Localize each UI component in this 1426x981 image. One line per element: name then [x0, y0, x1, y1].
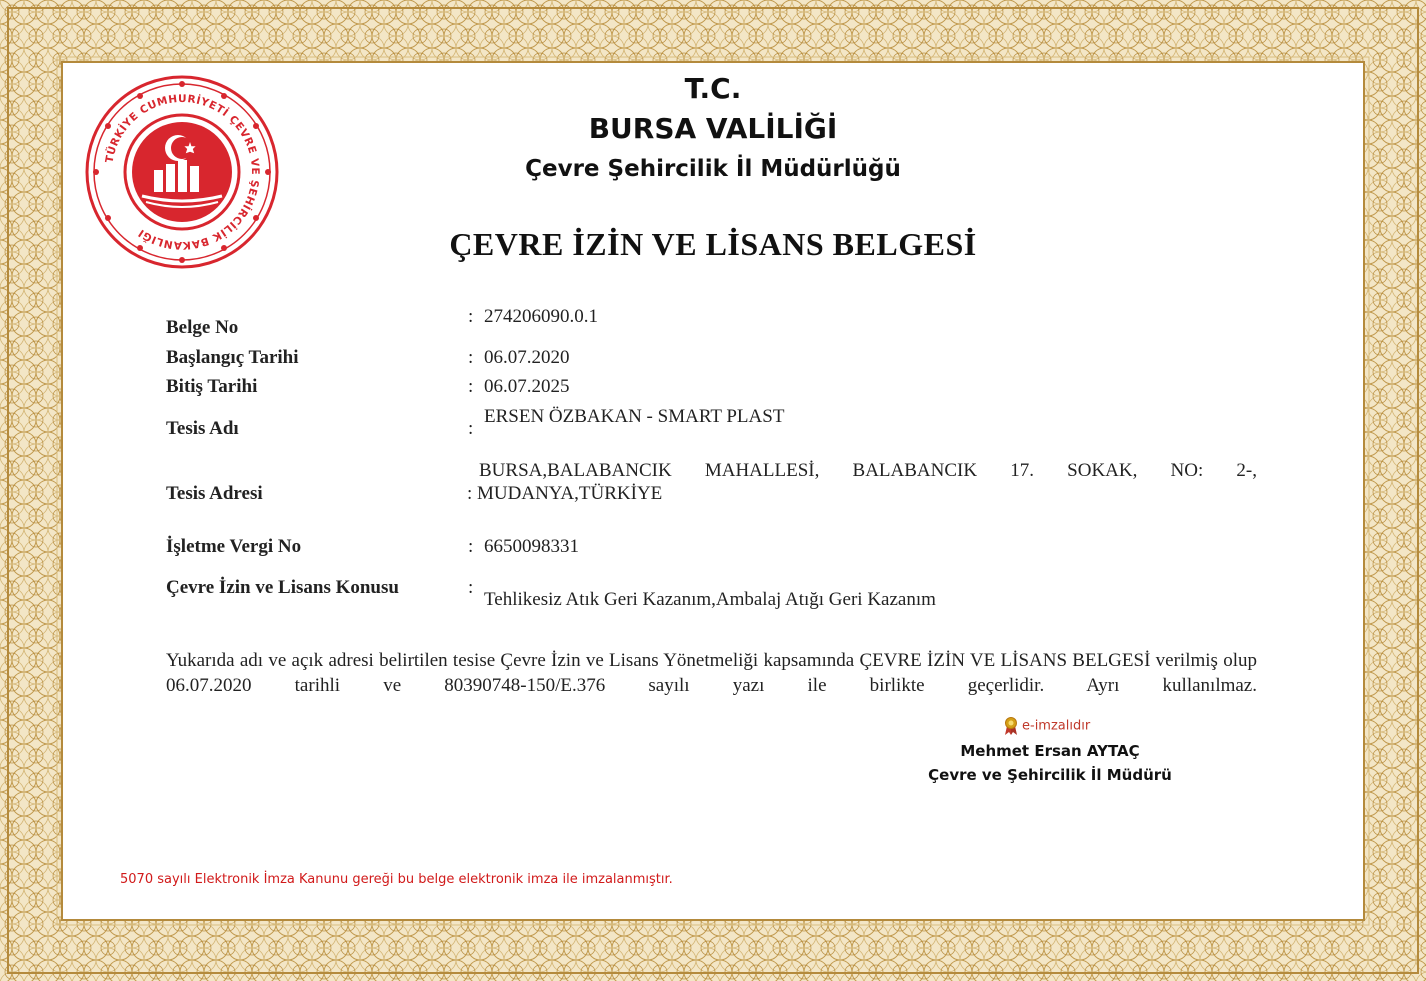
- signer-name-text: Mehmet Ersan AYTAÇ: [960, 742, 1140, 760]
- header-directorate: Çevre Şehircilik İl Müdürlüğü: [525, 156, 901, 182]
- label-lisans-konusu: Çevre İzin ve Lisans Konusu: [166, 577, 399, 598]
- label-tesis-adi: Tesis Adı: [166, 418, 239, 439]
- value-tesis-adresi-line2: [467, 483, 662, 505]
- e-signature-law-notice: 5070 sayılı Elektronik İmza Kanunu gereği bu belge elektronik imza ile imzalanmıştır.: [120, 872, 673, 887]
- colon: :: [467, 483, 473, 504]
- value-lisans-konusu: Tehlikesiz Atık Geri Kazanım,Ambalaj Atığı Geri Kazanım: [484, 589, 936, 610]
- e-signature-label: e-imzalıdır: [1022, 718, 1091, 734]
- value-baslangic-tarihi: 06.07.2020: [484, 347, 570, 368]
- ribbon-badge-icon: [1004, 717, 1018, 735]
- label-belge-no: Belge No: [166, 317, 239, 338]
- colon: :: [468, 418, 474, 439]
- header-governorship: BURSA VALİLİĞİ: [588, 112, 838, 145]
- label-baslangic-tarihi: Başlangıç Tarihi: [166, 347, 299, 368]
- label-bitis-tarihi: Bitiş Tarihi: [166, 376, 258, 397]
- address-line2: MUDANYA,TÜRKİYE: [477, 483, 663, 504]
- e-signature-badge: [1004, 717, 1090, 735]
- colon: :: [468, 306, 474, 327]
- document-title: ÇEVRE İZİN VE LİSANS BELGESİ: [449, 226, 977, 262]
- seal-ring-text: TÜRKİYE CUMHURİYETİ ÇEVRE VE ŞEHİRCİLİK BAKANLIĞI: [103, 92, 262, 252]
- colon: :: [468, 577, 474, 598]
- colon: :: [468, 536, 474, 557]
- value-bitis-tarihi: 06.07.2025: [484, 376, 570, 397]
- value-belge-no: 274206090.0.1: [484, 306, 598, 327]
- value-tesis-adresi-line1: BURSA,BALABANCIK MAHALLESİ, BALABANCIK 17. SOKAK, NO: 2-,: [479, 460, 1257, 481]
- signer-title: Çevre ve Şehircilik İl Müdürü: [928, 766, 1172, 784]
- colon: :: [468, 376, 474, 397]
- value-tesis-adi: ERSEN ÖZBAKAN - SMART PLAST: [484, 406, 785, 427]
- label-tesis-adresi: Tesis Adresi: [166, 483, 263, 504]
- value-vergi-no: 6650098331: [484, 536, 579, 557]
- header-tc: T.C.: [684, 72, 742, 105]
- colon: :: [468, 347, 474, 368]
- label-vergi-no: İşletme Vergi No: [166, 536, 302, 557]
- certificate-statement: Yukarıda adı ve açık adresi belirtilen tesise Çevre İzin ve Lisans Yönetmeliği kapsamında ÇEVRE İZİN VE LİSANS BELGESİ verilmiş olup 06.07.2020 tarihli ve 80390748-150/E.376 sayılı yazı ile birlikte geçerlidir. Ayrı kullanılmaz.: [166, 650, 1257, 696]
